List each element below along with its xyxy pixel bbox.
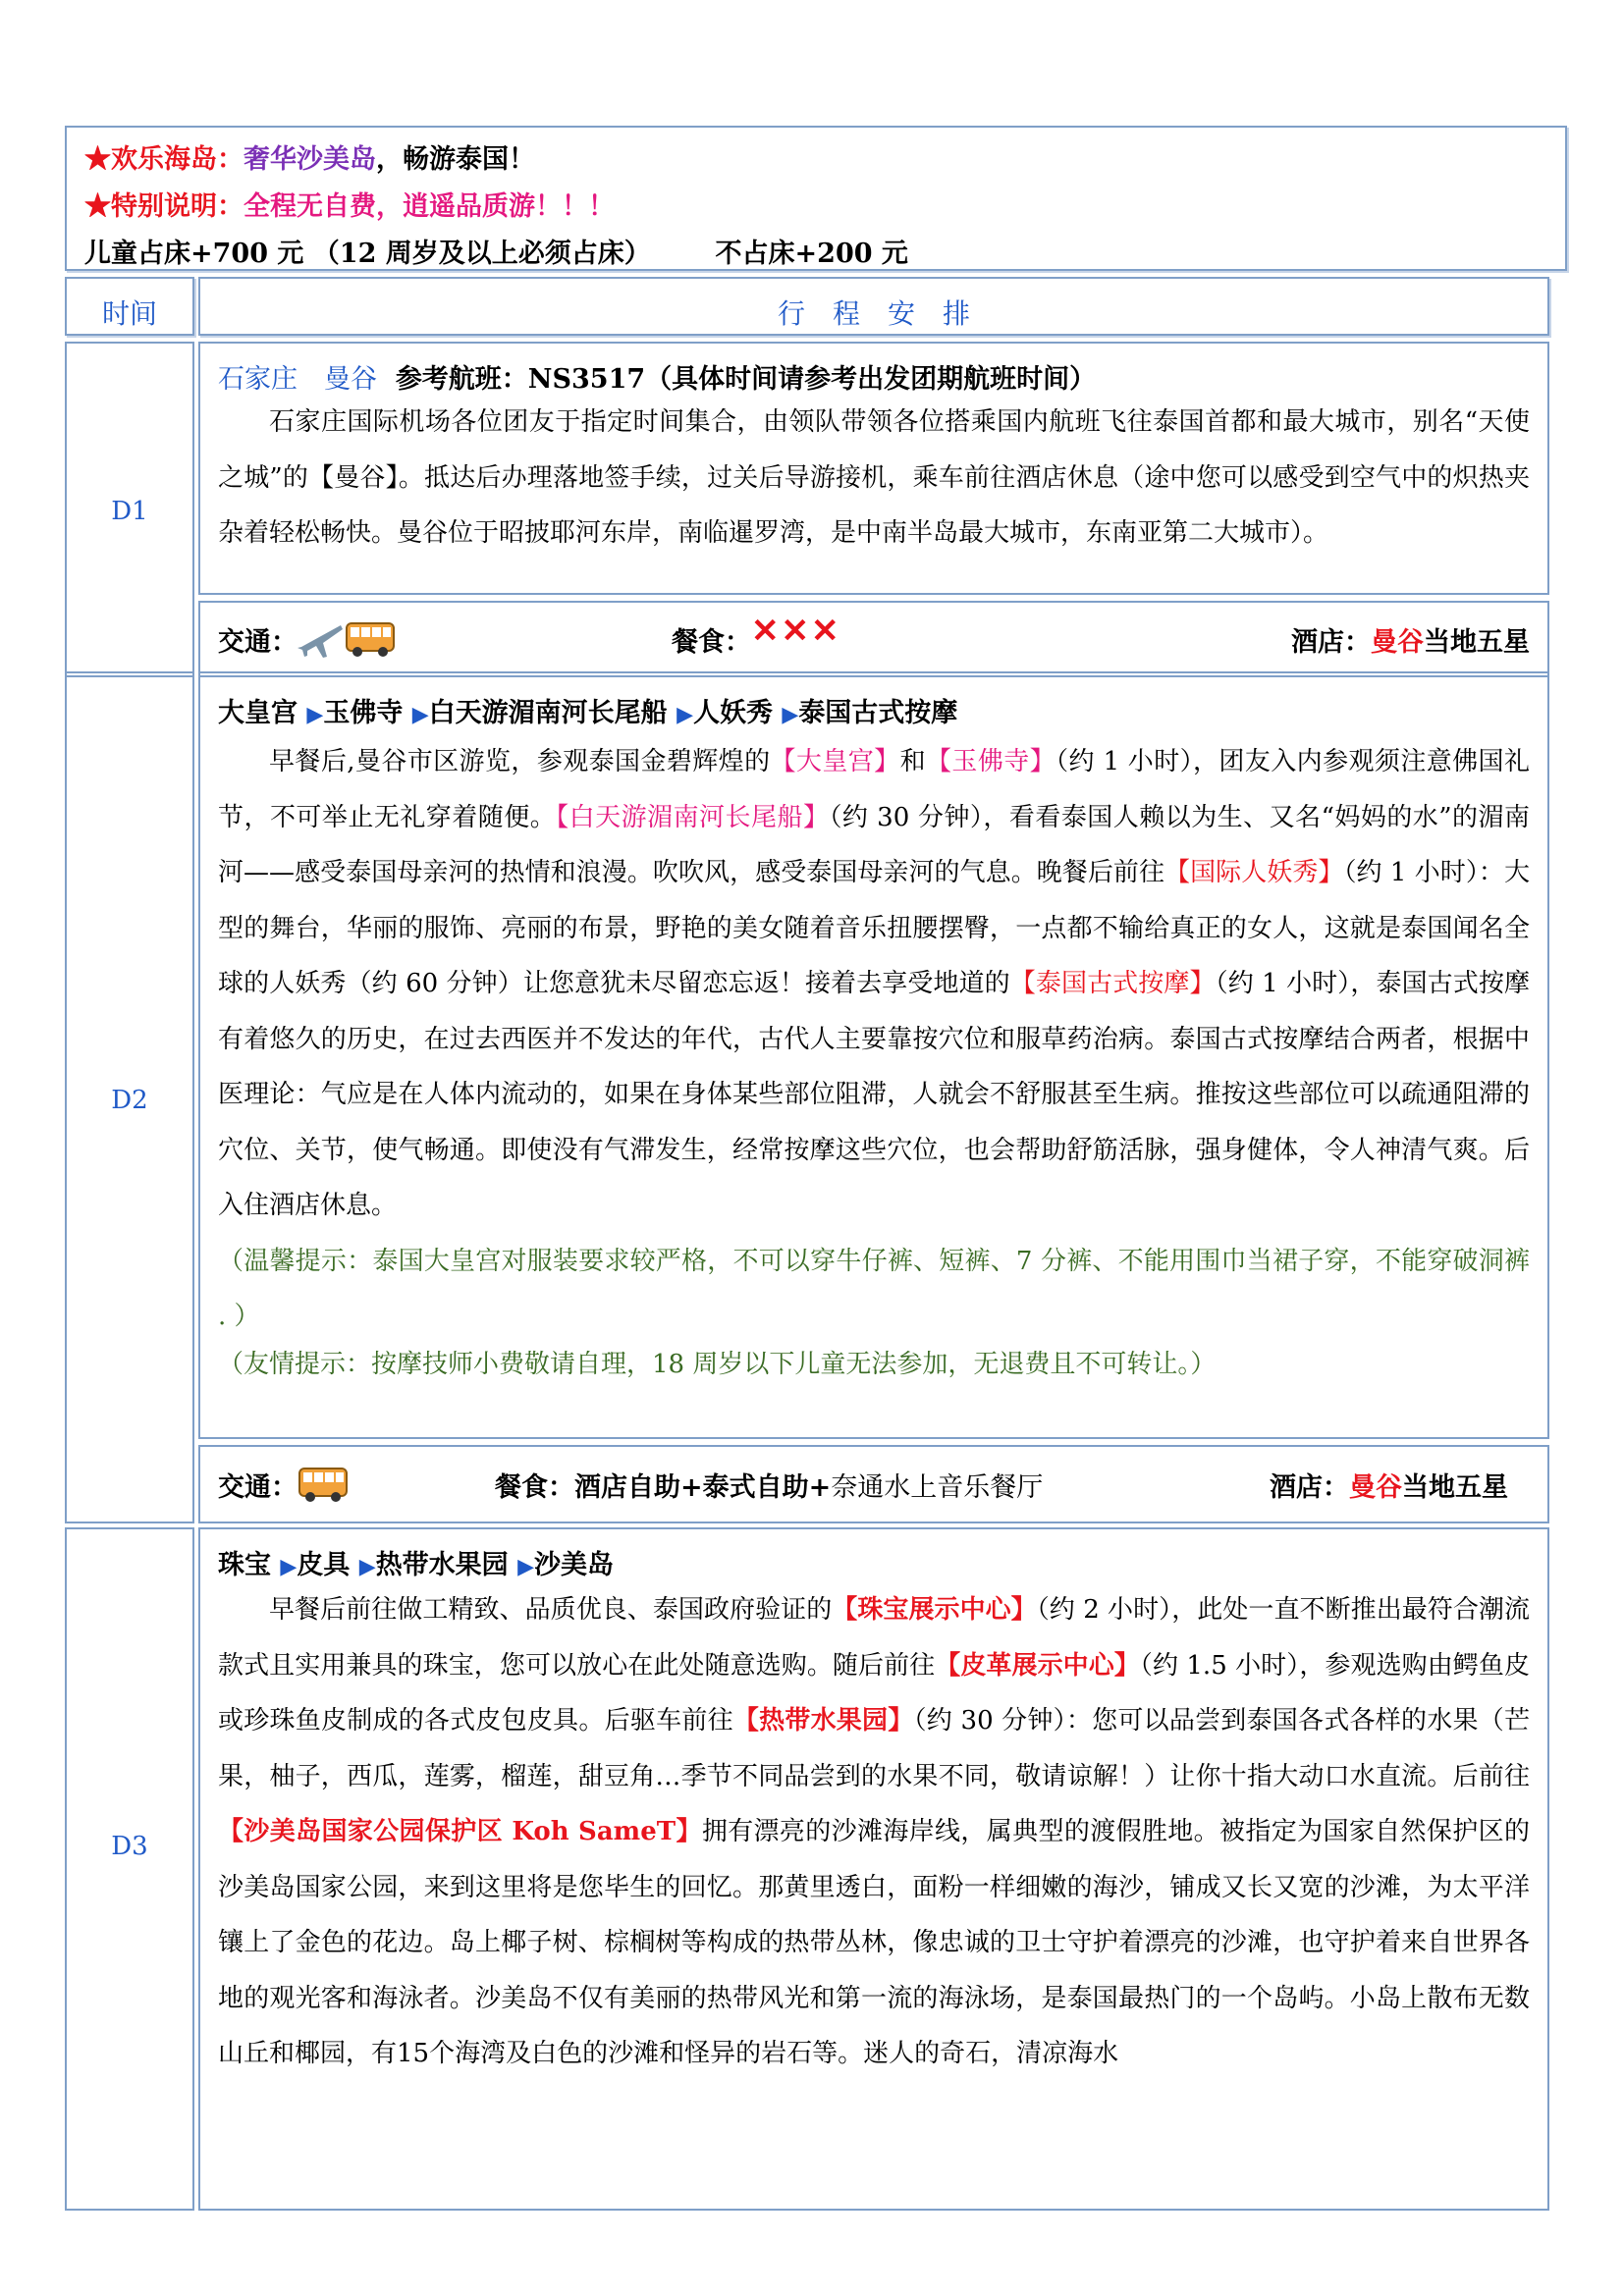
arrow-icon: ▶ [782, 702, 799, 727]
header-line-2 [84, 185, 615, 223]
day-description [218, 1582, 1530, 2082]
hotel-city: 曼谷 [1349, 1471, 1402, 1503]
header-line-1-rest: ，畅游泰国！ [376, 144, 535, 175]
meals [672, 603, 840, 675]
header-line-2-label: ★特别说明： [84, 191, 244, 222]
column-header-itinerary [198, 277, 1549, 336]
route-stop: 热带水果园 [375, 1550, 509, 1580]
day-content-d3 [198, 1527, 1549, 2211]
hotel [1270, 1447, 1508, 1522]
bus-icon [345, 619, 396, 659]
route-stop: 大皇宫 [218, 698, 298, 728]
header-line-1-highlight: 奢华沙美岛 [244, 144, 376, 175]
day-description-text: 早餐后,曼谷市区游览，参观泰国金碧辉煌的【大皇宫】和【玉佛寺】（约 1 小时），团友入内参观须注意佛国礼节，不可举止无礼穿着随便。【白天游湄南河长尾船】（约 30 分钟），看看泰国人赖以为生、又名“妈妈的水”的湄南河——感受泰国母亲河的热情和浪漫。吹吹风，感受泰国母亲河的气息。晚餐后前往【国际人妖秀】（约 1 小时）：大型的舞台，华丽的服饰、亮丽的布景，野艳的美女随着音乐扭腰摆臀，一点都不输给真正的女人，这就是泰国闻名全球的人妖秀（约 60 分钟）让您意犹未尽留恋忘返！接着去享受地道的【泰国古式按摩】（约 1 小时），泰国古式按摩有着悠久的历史，在过去西医并不发达的年代，古代人主要靠按穴位和服草药治病。泰国古式按摩结合两者，根据中医理论：气应是在人体内流动的，如果在身体某些部位阻滞，人就会不舒服甚至生病。推按这些部位可以疏通阻滞的穴位、关节，使气畅通。即使没有气滞发生，经常按摩这些穴位，也会帮助舒筋活脉，强身健体，令人神清气爽。后入住酒店休息。 [218, 747, 1530, 1220]
day-description-text: 早餐后前往做工精致、品质优良、泰国政府验证的【珠宝展示中心】（约 2 小时），此处一直不断推出最符合潮流款式且实用兼具的珠宝，您可以放心在此处随意选购。随后前往【皮革展示中心】（约 1.5 小时），参观选购由鳄鱼皮或珍珠鱼皮制成的各式皮包皮具。后驱车前往【热带水果园】（约 30 分钟）：您可以品尝到泰国各式各样的水果（芒果，柚子，西瓜，莲雾，榴莲，甜豆角…季节不同品尝到的水果不同，敬请谅解！）让你十指大动口水直流。后前往【沙美岛国家公园保护区 Koh SameT】拥有漂亮的沙滩海岸线，属典型的渡假胜地。被指定为国家自然保护区的沙美岛国家公园，来到这里将是您毕生的回忆。那黄里透白，面粉一样细嫩的海沙，铺成又长又宽的沙滩，为太平洋镶上了金色的花边。岛上椰子树、棕榈树等构成的热带丛林，像忠诚的卫士守护着漂亮的沙滩，也守护着来自世界各地的观光客和海泳者。沙美岛不仅有美丽的热带风光和第一流的海泳场，是泰国最热门的一个岛屿。小岛上散布无数山丘和椰园，有15个海湾及白色的沙滩和怪异的岩石等。迷人的奇石，清凉海水 [218, 1595, 1530, 2068]
day-cell-d2 [65, 671, 194, 1523]
day-cell-d3 [65, 1527, 194, 2211]
arrow-icon: ▶ [280, 1554, 298, 1579]
hotel-grade: 当地五星 [1402, 1471, 1508, 1503]
hotel-label: 酒店： [1291, 626, 1371, 658]
no-meal-marks: ✕✕✕ [751, 612, 841, 651]
child-price-line: 儿童占床+700 元 （12 周岁及以上必须占床） 不占床+200 元 [84, 239, 908, 269]
header-line-1 [84, 137, 535, 176]
day-content-d1 [198, 342, 1549, 595]
day-label: D2 [111, 1086, 148, 1115]
day-route [218, 1543, 614, 1581]
meals [495, 1447, 1043, 1522]
arrow-icon: ▶ [677, 702, 693, 727]
route-stop: 皮具 [297, 1550, 351, 1580]
day-label: D3 [111, 1832, 148, 1861]
meals-label: 餐食： [495, 1471, 574, 1503]
day-description [218, 395, 1530, 561]
route-stop: 白天游湄南河长尾船 [428, 698, 668, 728]
transport [218, 1447, 349, 1522]
day-description-text: 石家庄国际机场各位团友于指定时间集合，由领队带领各位搭乘国内航班飞往泰国首都和最大城市，别名“天使之城”的【曼谷】。抵达后办理落地签手续，过关后导游接机，乘车前往酒店休息（途中您可以感受到空气中的炽热夹杂着轻松畅快。曼谷位于昭披耶河东岸，南临暹罗湾，是中南半岛最大城市，东南亚第二大城市）。 [218, 407, 1530, 548]
header-line-2-highlight: 全程无自费，逍遥品质游！！！ [244, 191, 615, 222]
hotel-city: 曼谷 [1371, 626, 1424, 658]
transport-label: 交通： [218, 626, 298, 658]
meals-value-extra: 奈通水上音乐餐厅 [831, 1471, 1044, 1503]
day-route [218, 691, 957, 729]
arrow-icon: ▶ [306, 702, 324, 727]
arrow-icon: ▶ [411, 702, 429, 727]
hotel [1291, 603, 1530, 675]
arrow-icon: ▶ [358, 1554, 376, 1579]
plane-icon [298, 617, 345, 661]
day-label: D1 [111, 497, 148, 526]
day-content-d2 [198, 671, 1549, 1439]
hotel-grade: 当地五星 [1424, 626, 1530, 658]
meals-label: 餐食： [672, 626, 751, 658]
meals-value: 酒店自助+泰式自助+ [574, 1471, 832, 1503]
flight-info: 参考航班：NS3517（具体时间请参考出发团期航班时间） [395, 364, 1097, 395]
warm-tip: （温馨提示：泰国大皇宫对服装要求较严格，不可以穿牛仔裤、短裤、7 分裤、不能用围巾当裙子穿，不能穿破洞裤 . ） [218, 1246, 1530, 1331]
day-footer-d2 [198, 1445, 1549, 1523]
trip-header [65, 126, 1567, 271]
column-header-itinerary-label: 行 程 安 排 [777, 297, 970, 330]
hotel-label: 酒店： [1270, 1471, 1349, 1503]
route-stop: 玉佛寺 [323, 698, 404, 728]
route-stop: 沙美岛 [533, 1550, 614, 1580]
transport [218, 603, 396, 675]
column-header-time-label: 时间 [101, 297, 157, 330]
day-route: 石家庄 曼谷 [218, 364, 377, 395]
day-cell-d1 [65, 342, 194, 677]
header-line-1-label: ★欢乐海岛： [84, 144, 244, 175]
bus-icon [298, 1465, 349, 1504]
day-description [218, 734, 1530, 1384]
day-footer-d1 [198, 601, 1549, 677]
transport-label: 交通： [218, 1471, 298, 1503]
friendly-tip: （友情提示：按摩技师小费敬请自理，18 周岁以下儿童无法参加，无退费且不可转让。） [218, 1349, 1217, 1379]
route-stop: 珠宝 [218, 1550, 271, 1580]
day-title [218, 357, 1096, 396]
column-header-time [65, 277, 194, 336]
arrow-icon: ▶ [517, 1554, 534, 1579]
route-stop: 泰国古式按摩 [798, 698, 958, 728]
route-stop: 人妖秀 [692, 698, 773, 728]
